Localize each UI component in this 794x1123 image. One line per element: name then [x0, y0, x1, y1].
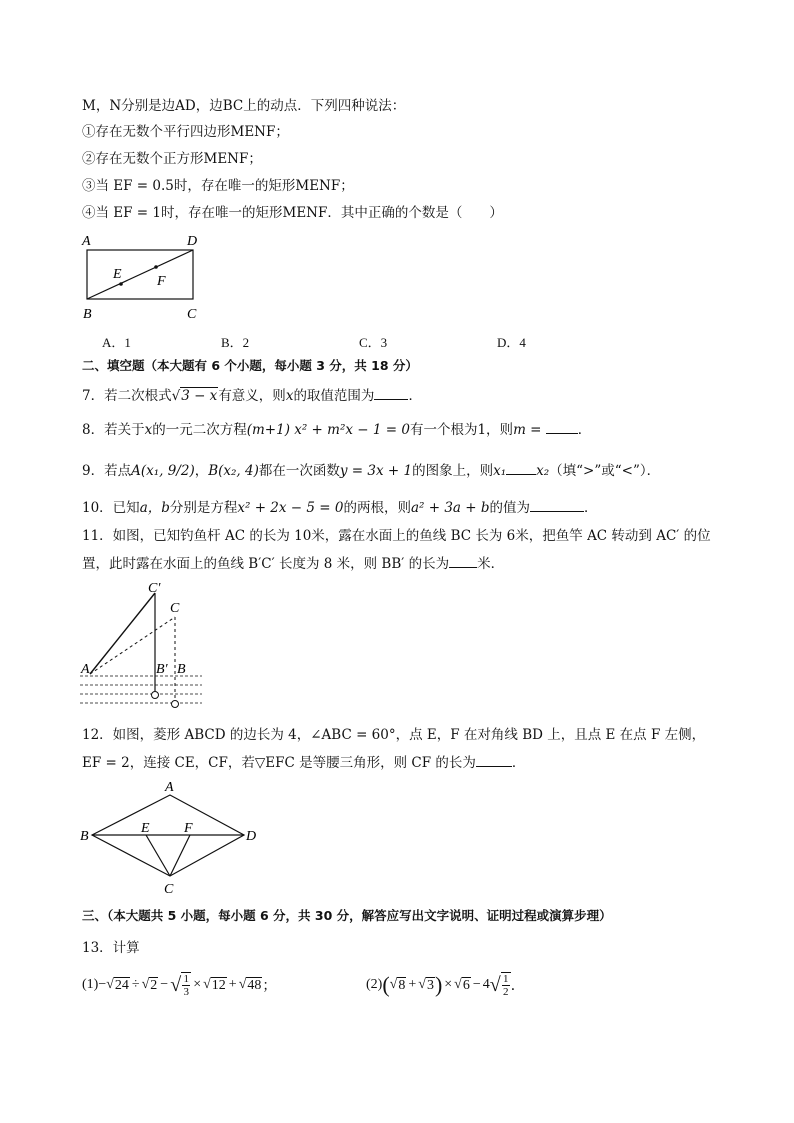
q11-answer-blank[interactable] [449, 553, 477, 568]
q6-stem: M，N分别是边AD，边BC上的动点．下列四种说法： [82, 98, 406, 114]
q6-statement-3: ③当 EF = 0.5时，存在唯一的矩形MENF； [82, 178, 354, 194]
q7-radicand: 3 − x [181, 388, 218, 404]
radicand-12: 12 [211, 977, 226, 993]
q13-part-1 [82, 968, 276, 1002]
q6-label-f: F [157, 274, 166, 289]
q7-prefix: 7．若二次根式 [82, 388, 172, 404]
q8-var: x [144, 422, 153, 438]
q7-text: 有意义，则 [218, 388, 286, 404]
q6-choice-a: A．1 [102, 335, 131, 350]
radicand-6: 6 [462, 977, 470, 993]
q10-equation: x² + 2x − 5 = 0 [237, 500, 344, 516]
q12-answer-blank[interactable] [476, 752, 512, 767]
q11-fishing-rod-figure [80, 578, 210, 714]
section-2-header: 二、填空题（本大题有 6 个小题，每小题 3 分，共 18 分） [82, 358, 418, 373]
q10-vars: a，b [139, 500, 170, 516]
q12-label-c: C [164, 882, 174, 897]
q10-mid2: 的两根，则 [343, 500, 411, 516]
radical-sign-icon: √ [389, 977, 398, 992]
section-3-header: 三、（本大题共 5 小题，每小题 6 分，共 30 分，解答应写出文字说明、证明过程或演算步理） [82, 908, 612, 923]
q12-line-1: 12．如图，菱形 ABCD 的边长为 4，∠ABC = 60°，点 E，F 在对角线 BD 上，且点 E 在点 F 左侧， [82, 727, 706, 743]
q6-choice-b: B．2 [221, 335, 250, 350]
radical-sign-icon: √ [171, 388, 181, 404]
q13-part-2-label: (2) [366, 977, 383, 992]
q11-line-1: 11．如图，已知钓鱼杆 AC 的长为 10米，露在水面上的鱼线 BC 长为 6米，把鱼竿 AC 转动到 AC′ 的位 [82, 528, 711, 544]
times-sign-icon: × [444, 977, 453, 992]
q9-post: 的图象上，则 [412, 463, 494, 479]
q8-answer-blank[interactable] [546, 419, 578, 434]
q10-expression: a² + 3a + b [410, 500, 490, 516]
q7-answer-blank[interactable] [374, 385, 408, 400]
radicand-3: 3 [426, 977, 434, 993]
radical-sign-icon: √ [489, 973, 501, 996]
q6-label-a: A [82, 234, 91, 249]
q8-mid: 的一元二次方程 [152, 422, 247, 438]
q13-part-2 [366, 968, 525, 1002]
q9-function: y = 3x + 1 [339, 463, 413, 479]
q6-label-b: B [83, 307, 92, 322]
radicand-fraction-1-3: $\frac{1}{3}$ [181, 972, 191, 998]
q11-label-a: A [81, 662, 90, 677]
q10-mid: 分别是方程 [169, 500, 238, 516]
q12-text: EF = 2，连接 CE，CF，若▽EFC 是等腰三角形，则 CF 的长为 [82, 755, 476, 771]
radicand-8: 8 [398, 977, 406, 993]
minus-sign-icon: − [472, 977, 481, 992]
minus-sign-icon: − [160, 977, 169, 992]
q12-line-2 [82, 752, 525, 773]
radical-sign-icon: √ [418, 977, 426, 992]
q6-label-d: D [187, 234, 198, 249]
radical-sign-icon: √ [141, 977, 150, 992]
radicand-2: 2 [150, 977, 158, 993]
q6-rectangle-figure [78, 232, 208, 322]
period: ． [510, 979, 525, 994]
q12-rhombus-figure [78, 776, 264, 898]
q12-end: ． [511, 755, 526, 771]
q12-label-b: B [80, 829, 89, 844]
q11-label-b: B [177, 662, 186, 677]
close-paren-icon: ) [434, 972, 443, 997]
q6-choice-c: C．3 [359, 335, 388, 350]
q6-choice-d: D．4 [497, 335, 526, 350]
q8-prefix: 8．若关于 [82, 422, 145, 438]
q11-label-c: C [170, 601, 180, 616]
q7: 7．若二次根式√3 − x有意义，则x的取值范围为 ． [82, 385, 422, 406]
q13-title: 13．计算 [82, 940, 140, 956]
radicand-fraction-1-2: 1 2 [501, 972, 511, 998]
radicand-48: 48 [247, 977, 262, 993]
q12-label-f: F [184, 821, 193, 836]
q9-tail: （填“>”或“<”）． [549, 463, 661, 479]
q10: 10．已知a，b分别是方程x² + 2x − 5 = 0的两根，则a² + 3a + b的值为 ． [82, 497, 598, 518]
q11-unit: 米． [477, 556, 505, 572]
q11-label-b-prime: B′ [156, 662, 168, 677]
q12-label-a: A [165, 780, 174, 795]
q12-label-d: D [246, 829, 257, 844]
q8-post: 有一个根为1，则 [409, 422, 514, 438]
plus-sign-icon: + [228, 977, 237, 992]
q11-line-2 [82, 553, 504, 574]
q9-answer-blank[interactable] [506, 460, 536, 475]
radical-sign-icon: √ [238, 977, 247, 992]
coefficient-4: 4 [482, 977, 490, 992]
radical-sign-icon: √ [454, 977, 462, 992]
q9-prefix: 9．若点 [82, 463, 132, 479]
open-paren-icon: ( [382, 972, 390, 997]
q6-statement-4: ④当 EF = 1时，存在唯一的矩形MENF．其中正确的个数是（ ） [82, 205, 503, 221]
q6-label-c: C [187, 307, 197, 322]
q8: 8．若关于x的一元二次方程(m+1) x² + m²x − 1 = 0有一个根为1，则m = ． [82, 419, 591, 440]
q8-m-var: m = [513, 422, 542, 438]
q11-text: 置，此时露在水面上的鱼线 B′C′ 长度为 8 米，则 BB′ 的长为 [82, 556, 450, 572]
q10-post: 的值为 [489, 500, 531, 516]
q9-x1: x₁ [493, 463, 507, 479]
radicand-24: 24 [114, 977, 129, 993]
q7-var: x [285, 388, 294, 404]
times-sign-icon: × [193, 977, 202, 992]
q13-part-1-label: (1) [82, 977, 99, 992]
q6-statement-1: ①存在无数个平行四边形MENF； [82, 124, 289, 140]
q9-mid: 都在一次函数 [258, 463, 340, 479]
radical-sign-icon: √ [106, 977, 114, 992]
radical-sign-icon: √ [203, 977, 211, 992]
q6-statement-2: ②存在无数个正方形MENF； [82, 151, 262, 167]
minus-sign-icon: − [98, 977, 107, 992]
q9: 9．若点A(x₁, 9/2)，B(x₂, 4)都在一次函数y = 3x + 1的图象上，则x₁ x₂（填“>”或“<”）． [82, 460, 660, 481]
q9-x2: x₂ [536, 463, 550, 479]
q6-label-e: E [113, 267, 122, 282]
q11-label-c-prime: C′ [148, 581, 161, 596]
plus-sign-icon: + [408, 977, 417, 992]
q12-label-e: E [141, 821, 150, 836]
q8-equation: (m+1) x² + m²x − 1 = 0 [246, 422, 410, 438]
q10-prefix: 10．已知 [82, 500, 140, 516]
divide-sign-icon: ÷ [131, 977, 140, 992]
q9-point-a: A(x₁, 9/2) [131, 463, 195, 479]
radical-sign-icon: √ [170, 973, 182, 996]
q9-point-b: B(x₂, 4) [208, 463, 259, 479]
semicolon: ； [262, 979, 277, 994]
q10-answer-blank[interactable] [530, 497, 584, 512]
q7-text-2: 的取值范围为 [293, 388, 375, 404]
